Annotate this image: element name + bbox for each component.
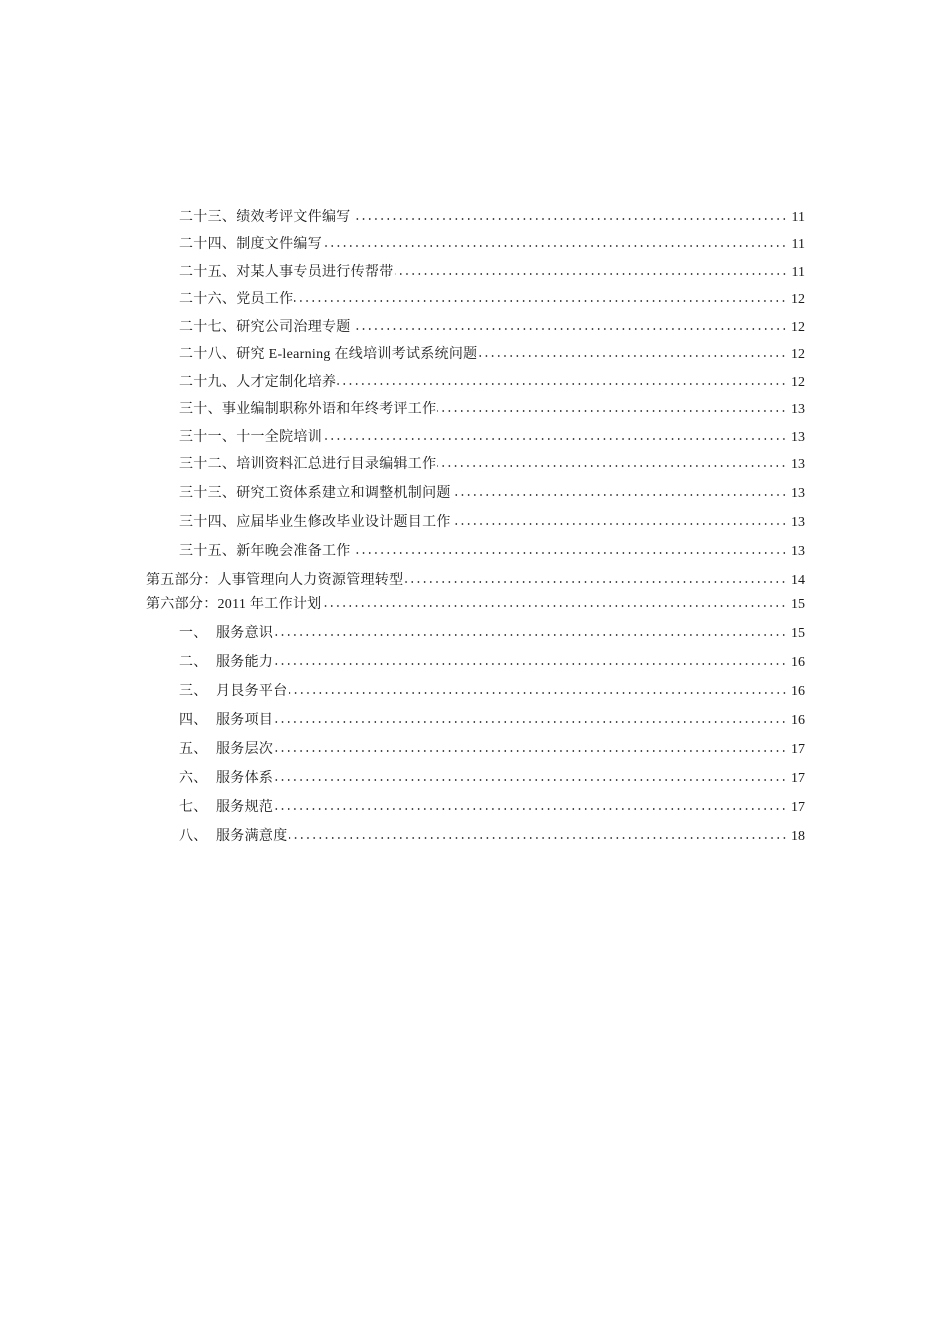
- toc-page-number: 17: [791, 800, 805, 815]
- dot-leader: [478, 344, 787, 358]
- toc-page-number: 11: [791, 237, 805, 252]
- toc-entry[interactable]: [179, 623, 805, 641]
- dot-leader: [352, 207, 787, 221]
- toc-entry-label: [179, 625, 273, 643]
- toc-entry[interactable]: [179, 234, 805, 252]
- toc-page-number: 17: [791, 771, 805, 786]
- toc-page-number: 15: [791, 626, 805, 641]
- dot-leader: [404, 570, 787, 584]
- toc-entry-label: [179, 799, 273, 817]
- toc-entry[interactable]: [179, 262, 805, 280]
- toc-entry-number: 七、: [179, 800, 208, 815]
- toc-entry-title: 服务体系: [216, 771, 274, 786]
- dot-leader: [274, 710, 787, 724]
- toc-entry-title: 二十三、绩效考评文件编写: [179, 210, 351, 225]
- toc-entry-title: 三十二、培训资料汇总进行目录编辑工作: [179, 457, 437, 472]
- dot-leader: [289, 826, 788, 840]
- toc-entry[interactable]: [179, 483, 805, 501]
- toc-entry[interactable]: [179, 399, 805, 417]
- dot-leader: [274, 768, 787, 782]
- toc-page-number: 12: [791, 347, 805, 362]
- toc-page-number: 15: [791, 597, 805, 612]
- toc-entry-title: 月艮务平台: [216, 684, 288, 699]
- toc-entry-title: 二十六、党员工作: [179, 292, 294, 307]
- toc-entry[interactable]: [179, 289, 805, 307]
- toc-entry-title: 二十九、人才定制化培养: [179, 375, 337, 390]
- toc-entry-title: 二十五、对某人事专员进行传帮带: [179, 265, 394, 280]
- toc-page-number: 13: [791, 402, 805, 417]
- toc-entry-number: 六、: [179, 771, 208, 786]
- dot-leader: [452, 483, 787, 497]
- toc-page-number: 11: [791, 210, 805, 225]
- dot-leader: [337, 372, 787, 386]
- toc-entry-number: 四、: [179, 713, 208, 728]
- toc-page-number: 13: [791, 430, 805, 445]
- toc-entry-title: 服务规范: [216, 800, 274, 815]
- toc-entry-title: 服务层次: [216, 742, 274, 757]
- dot-leader: [274, 739, 787, 753]
- dot-leader: [395, 262, 788, 276]
- toc-entry-title: 服务能力: [216, 655, 274, 670]
- toc-page-number: 12: [791, 375, 805, 390]
- toc-entry[interactable]: [179, 427, 805, 445]
- toc-entry[interactable]: [179, 317, 805, 335]
- toc-entry-label: [179, 654, 273, 672]
- toc-entry[interactable]: [179, 681, 805, 699]
- dot-leader: [322, 594, 787, 608]
- dot-leader: [437, 399, 787, 413]
- toc-entry-title: 二十七、研究公司治理专题: [179, 320, 351, 335]
- toc-entry-part[interactable]: [146, 570, 805, 588]
- dot-leader: [352, 541, 787, 555]
- toc-entry-title: 三十、事业编制职称外语和年终考评工作: [179, 402, 437, 417]
- toc-entry-label: [179, 770, 273, 788]
- toc-entry[interactable]: [179, 652, 805, 670]
- toc-page-number: 13: [791, 457, 805, 472]
- toc-entry[interactable]: [179, 372, 805, 390]
- dot-leader: [452, 512, 787, 526]
- toc-entry[interactable]: [179, 710, 805, 728]
- toc-entry-title: 三十五、新年晚会准备工作: [179, 544, 351, 559]
- toc-entry-number: 二、: [179, 655, 208, 670]
- toc-entry-title: 服务项目: [216, 713, 274, 728]
- toc-entry-number: 一、: [179, 626, 208, 641]
- toc-page-number: 16: [791, 655, 805, 670]
- toc-entry-title: 二十八、研究 E-learning 在线培训考试系统问题: [179, 347, 478, 362]
- toc-entry-number: 三、: [179, 684, 208, 699]
- toc-entry[interactable]: [179, 512, 805, 530]
- toc-page-number: 13: [791, 544, 805, 559]
- toc-entry[interactable]: [179, 739, 805, 757]
- toc-entry-title: 二十四、制度文件编写: [179, 237, 322, 252]
- toc-entry-label: [179, 741, 273, 759]
- toc-entry[interactable]: [179, 207, 805, 225]
- toc-page-number: 14: [791, 573, 805, 588]
- toc-entry-part[interactable]: [146, 594, 805, 612]
- toc-page-number: 12: [791, 320, 805, 335]
- toc-entry[interactable]: [179, 541, 805, 559]
- toc-page-number: 16: [791, 684, 805, 699]
- dot-leader: [323, 234, 787, 248]
- toc-entry-title: 三十四、应届毕业生修改毕业设计题目工作: [179, 515, 451, 530]
- toc-entry[interactable]: [179, 768, 805, 786]
- toc-page-number: 17: [791, 742, 805, 757]
- toc-page-number: 18: [791, 829, 805, 844]
- toc-entry-label: [179, 828, 288, 846]
- dot-leader: [352, 317, 787, 331]
- toc-entry-number: 五、: [179, 742, 208, 757]
- toc-page-number: 11: [791, 265, 805, 280]
- toc-page-number: 12: [791, 292, 805, 307]
- toc-entry[interactable]: [179, 344, 805, 362]
- dot-leader: [289, 681, 788, 695]
- toc-page-number: 16: [791, 713, 805, 728]
- toc-entry-title: 第六部分：2011 年工作计划: [146, 597, 322, 612]
- toc-entry-label: [179, 683, 288, 701]
- toc-entry-number: 八、: [179, 829, 208, 844]
- toc-entry-title: 服务意识: [216, 626, 274, 641]
- toc-page-number: 13: [791, 515, 805, 530]
- dot-leader: [274, 652, 787, 666]
- dot-leader: [294, 289, 787, 303]
- toc-page-number: 13: [791, 486, 805, 501]
- dot-leader: [274, 623, 787, 637]
- toc-entry[interactable]: [179, 797, 805, 815]
- dot-leader: [274, 797, 787, 811]
- dot-leader: [323, 427, 787, 441]
- dot-leader: [437, 454, 787, 468]
- toc-entry-title: 第五部分：人事管理向人力资源管理转型: [146, 573, 404, 588]
- toc-entry-title: 服务满意度: [216, 829, 288, 844]
- toc-entry-title: 三十三、研究工资体系建立和调整机制问题: [179, 486, 451, 501]
- toc-entry-label: [179, 712, 273, 730]
- toc-entry[interactable]: [179, 454, 805, 472]
- toc-entry[interactable]: [179, 826, 805, 844]
- toc-entry-title: 三十一、十一全院培训: [179, 430, 322, 445]
